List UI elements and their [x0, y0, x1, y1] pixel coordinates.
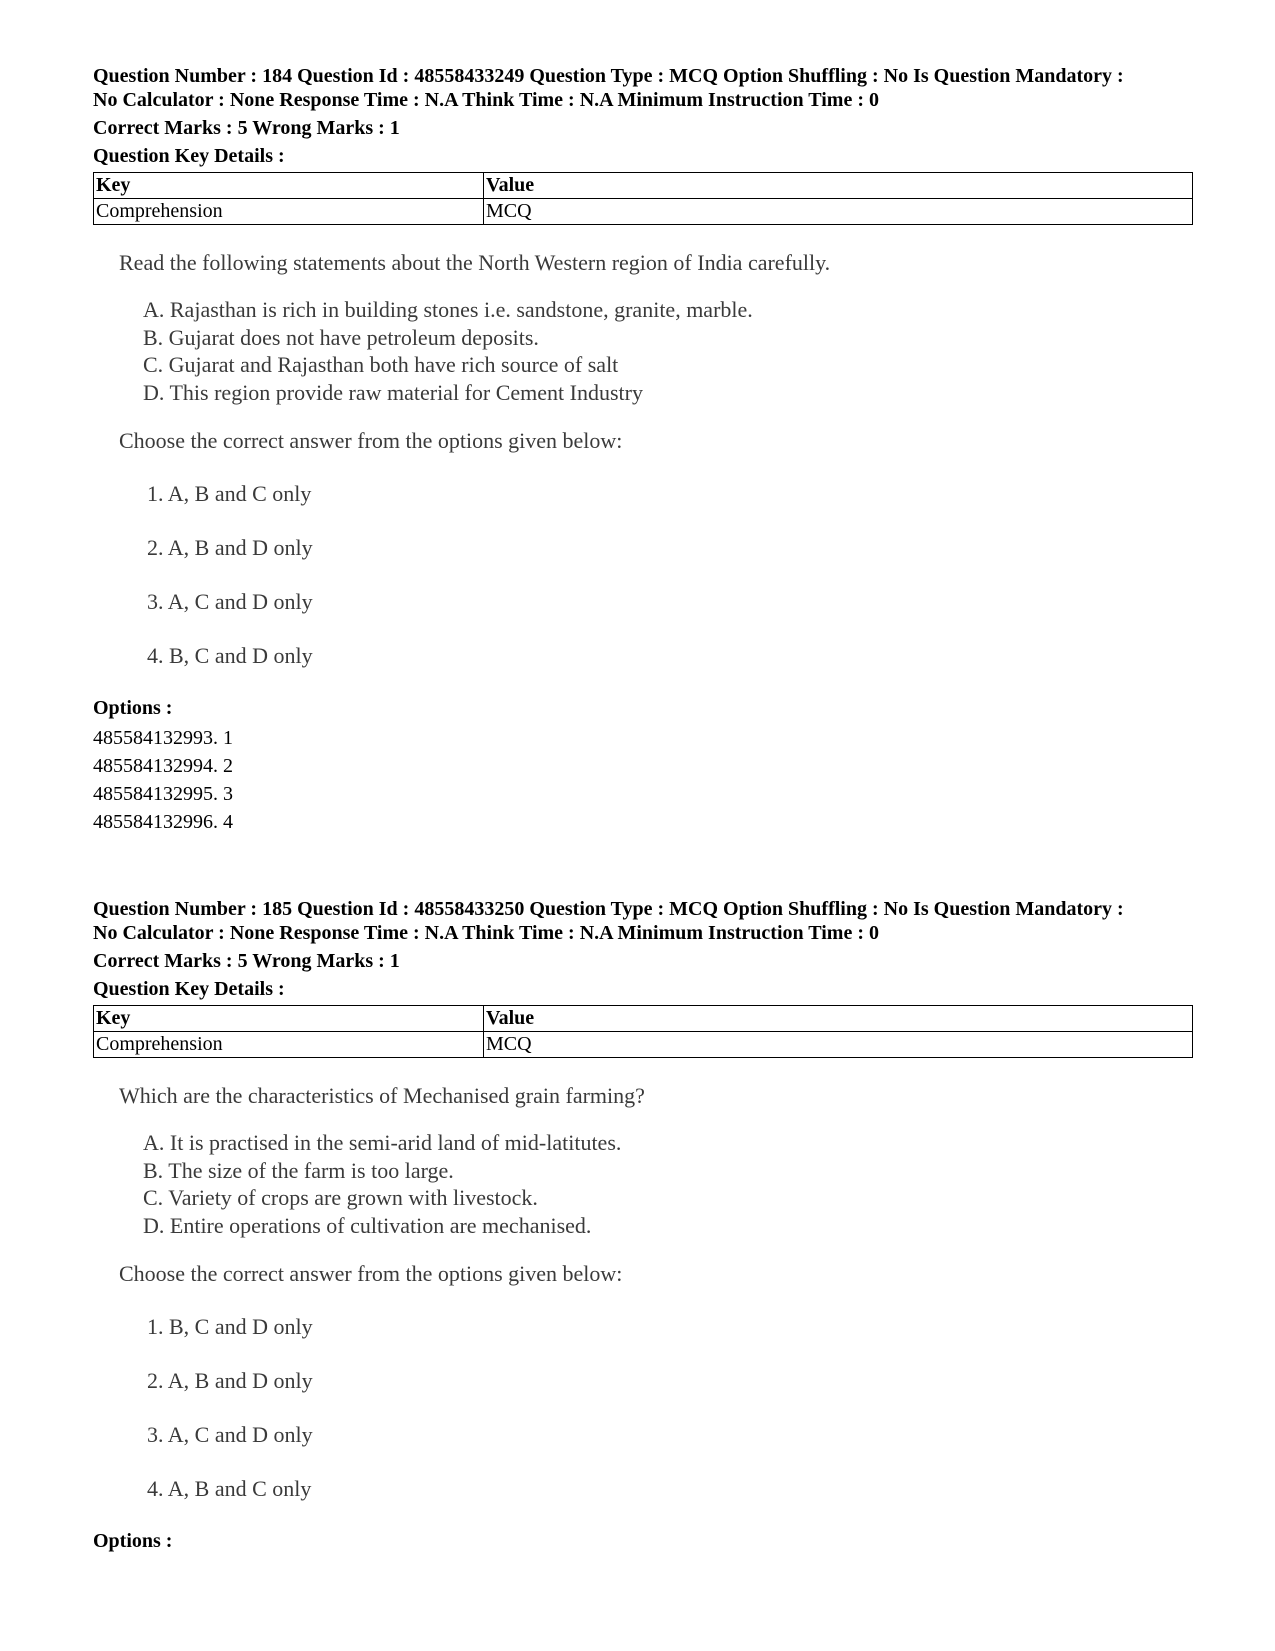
question-body-image: [119, 249, 1193, 670]
key-details-label: Question Key Details :: [93, 145, 285, 167]
question-meta-line: No Calculator : None Response Time : N.A Think Time : N.A Minimum Instruction Time : 0: [93, 922, 879, 944]
choose-instruction: Choose the correct answer from the options given below:: [119, 1261, 623, 1286]
options-label: Options :: [93, 697, 173, 719]
key-details-table: [93, 172, 1193, 225]
table-header-row: [94, 173, 1193, 199]
statement-item: B. Gujarat does not have petroleum deposits.: [143, 324, 539, 350]
option-item: 485584132996. 4: [93, 811, 233, 833]
answer-item: 2. A, B and D only: [147, 1368, 313, 1393]
answer-list: [147, 1313, 1193, 1503]
answer-item: 2. A, B and D only: [147, 535, 313, 560]
answer-item: 3. A, C and D only: [147, 1422, 313, 1447]
marks-line: Correct Marks : 5 Wrong Marks : 1: [93, 950, 400, 972]
options-label: Options :: [93, 1530, 173, 1552]
statement-item: A. Rajasthan is rich in building stones i.e. sandstone, granite, marble.: [143, 297, 753, 322]
answer-item: 1. A, B and C only: [147, 481, 312, 506]
question-meta: [93, 64, 1193, 112]
option-item: 485584132995. 3: [93, 783, 233, 805]
statement-item: C. Variety of crops are grown with livestock.: [143, 1185, 538, 1210]
question-block: [93, 897, 1193, 1553]
statement-list: [143, 1129, 1193, 1239]
question-meta-line: No Calculator : None Response Time : N.A Think Time : N.A Minimum Instruction Time : 0: [93, 89, 879, 111]
choose-instruction: Choose the correct answer from the options given below:: [119, 428, 623, 453]
statement-list: [143, 296, 1193, 406]
question-intro: Which are the characteristics of Mechanised grain farming?: [119, 1083, 645, 1108]
table-header-cell: Key: [94, 1006, 484, 1032]
statement-item: D. This region provide raw material for Cement Industry: [143, 379, 643, 405]
table-cell: MCQ: [484, 1032, 1193, 1058]
statement-item: B. The size of the farm is too large.: [143, 1157, 454, 1183]
statement-item: D. Entire operations of cultivation are mechanised.: [143, 1212, 592, 1238]
table-cell: Comprehension: [94, 199, 484, 225]
answer-list: [147, 480, 1193, 670]
question-meta: [93, 897, 1193, 945]
question-meta-line: Question Number : 184 Question Id : 48558433249 Question Type : MCQ Option Shuffling : No Is Question Mandatory :: [93, 65, 1124, 87]
answer-item: 4. B, C and D only: [147, 643, 313, 668]
question-intro: Read the following statements about the North Western region of India carefully.: [119, 250, 831, 275]
answer-item: 1. B, C and D only: [147, 1314, 313, 1339]
table-cell: Comprehension: [94, 1032, 484, 1058]
statement-item: A. It is practised in the semi-arid land of mid-latitutes.: [143, 1130, 622, 1155]
question-meta-line: Question Number : 185 Question Id : 48558433250 Question Type : MCQ Option Shuffling : No Is Question Mandatory :: [93, 898, 1124, 920]
table-row: [94, 1032, 1193, 1058]
question-body-image: [119, 1082, 1193, 1503]
table-header-cell: Value: [484, 173, 1193, 199]
option-item: 485584132994. 2: [93, 755, 233, 777]
key-details-label: Question Key Details :: [93, 978, 285, 1000]
table-row: [94, 199, 1193, 225]
key-details-table: [93, 1005, 1193, 1058]
option-item: 485584132993. 1: [93, 727, 233, 749]
table-cell: MCQ: [484, 199, 1193, 225]
table-header-row: [94, 1006, 1193, 1032]
answer-item: 4. A, B and C only: [147, 1476, 312, 1501]
table-header-cell: Key: [94, 173, 484, 199]
table-header-cell: Value: [484, 1006, 1193, 1032]
statement-item: C. Gujarat and Rajasthan both have rich source of salt: [143, 352, 619, 377]
options-list: [93, 724, 1193, 836]
answer-item: 3. A, C and D only: [147, 589, 313, 614]
question-block: [93, 64, 1193, 836]
marks-line: Correct Marks : 5 Wrong Marks : 1: [93, 117, 400, 139]
